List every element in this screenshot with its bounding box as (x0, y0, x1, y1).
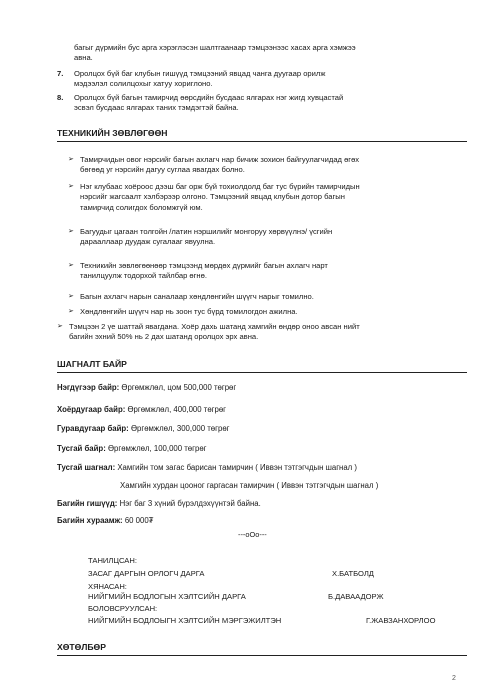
team-members-text: Нэг баг 3 хүний бүрэлдэхүүнтэй байна. (117, 499, 261, 508)
continuation-line: авна. (74, 53, 93, 63)
acquainted-name: Х.БАТБОЛД (332, 569, 374, 578)
arrow-bullet-icon: ➢ (68, 228, 74, 235)
section-divider (57, 655, 467, 656)
ornament-divider: ---oOo--- (238, 530, 267, 539)
item-number: 7. (57, 69, 64, 78)
bullet-item (68, 227, 468, 248)
prize-text: Хамгийн том загас барисан тамирчин ( Иввэн тэтгэгчдын шагнал ) (115, 463, 357, 472)
section-title-program: ХӨТӨЛБӨР (57, 642, 106, 652)
section-divider (57, 372, 467, 373)
prize-row-first (57, 383, 236, 392)
section-title-prizes: ШАГНАЛТ БАЙР (57, 359, 127, 369)
checked-label: ХЯНАСАН: (88, 582, 127, 591)
bullet-line: Тамирчидын овог нэрсийг багын ахлагч нар бичиж зохион байгуулагчидад өгөх (80, 155, 360, 164)
prize-label: Нэгдүгээр байр: (57, 383, 120, 392)
prize-text: Өргөмжлөл, 100,000 төгрөг (105, 444, 207, 453)
prize-text: Өргөмжлөл, 400,000 төгрөг (125, 405, 227, 414)
bullet-line: Нэг клубаас хоёроос дээш баг орж бүй тохиолдолд баг тус бүрийн тамирчидын (80, 182, 360, 191)
bullet-line: Тэмцээн 2 үе шаттай явагдана. Хоёр дахь шатанд хамгийн өндөр оноо авсан нийт (69, 322, 360, 331)
bullet-item (68, 261, 468, 282)
acquainted-role: ЗАСАГ ДАРГЫН ОРЛОГЧ ДАРГА (88, 569, 205, 578)
bullet-line: Техникийн зөвлөгөөнөөр тэмцээнд мөрдөх дүрмийг багын ахлагч нарт (80, 261, 328, 270)
item-number: 8. (57, 93, 64, 102)
prepared-name: Г.ЖАВЗАНХОРЛОО (366, 616, 436, 625)
numbered-item-8 (57, 93, 469, 114)
prize-special-award-line2: Хамгийн хурдан цооног гаргасан тамирчин ( Иввэн тэтгэгчдын шагнал ) (120, 481, 379, 490)
bullet-line: нэрсийг жагсаалт хэлбэрээр олгоно. Тэмцээний явцад клубын дотор багын (80, 192, 345, 202)
bullet-line: бөгөөд уг нэрсийн дагуу суглаа явагдах болно. (80, 165, 245, 175)
prepared-role: НИЙГМИЙН БОДЛОЫГН ХЭЛТСИЙН МЭРГЭЖИЛТЭН (88, 616, 282, 625)
bullet-item (68, 307, 468, 317)
section-divider (57, 141, 467, 142)
bullet-line: Багуудыг цагаан толгойн /латин нэршилийг монгоруу хөрвүүлнэ/ үсгийн (80, 227, 333, 236)
team-members-row (57, 499, 261, 508)
bullet-line: Багын ахлагч нарын саналаар хөндлөнгийн шүүгч нарыг томилно. (80, 292, 314, 301)
prize-text: Өргөмжлөл, 300,000 төгрөг (128, 424, 230, 433)
bullet-item (68, 182, 468, 213)
arrow-bullet-icon: ➢ (68, 262, 74, 269)
continuation-paragraph (74, 43, 464, 64)
prize-label: Хоёрдугаар байр: (57, 405, 126, 414)
team-fee-label: Багийн хураамж: (57, 516, 123, 525)
team-members-label: Багийн гишүүд: (57, 499, 118, 508)
bullet-line: танилцуулж тодорхой тайлбар өгнө. (80, 271, 207, 281)
numbered-item-7 (57, 69, 469, 90)
checked-role: НИЙГМИЙН БОДЛОГЫН ХЭЛТСИЙН ДАРГА (88, 592, 246, 601)
prize-row-special-place (57, 444, 207, 453)
prize-label: Гуравдугаар байр: (57, 424, 129, 433)
team-fee-text: 60 000₮ (122, 516, 154, 525)
item-line: Оролцох бүй багын тамирчид өөрсдийн бусдаас ялгарах нэг жигд хувцастай (74, 93, 344, 102)
bullet-item-final (57, 322, 469, 343)
prize-row-special-award (57, 463, 357, 472)
item-line: эсвэл бусдаас ялгарах таних тэмдэгтэй байна. (74, 103, 239, 113)
arrow-bullet-icon: ➢ (68, 308, 74, 315)
bullet-line: дарааллаар дуудаж сугалааг явуулна. (80, 237, 216, 247)
bullet-item (68, 155, 468, 176)
section-title-technical: ТЕХНИКИЙН ЗӨВЛӨГӨӨН (57, 128, 168, 138)
prize-row-second (57, 405, 226, 414)
arrow-bullet-icon: ➢ (68, 183, 74, 190)
page-number: 2 (452, 675, 456, 682)
prepared-label: БОЛОВСРУУЛСАН: (88, 604, 158, 613)
item-line: Оролцох бүй баг клубын гишүүд тэмцээний явцад чанга дуугаар орилж (74, 69, 326, 78)
prize-row-third (57, 424, 230, 433)
prize-text: Өргөмжлөл, цом 500,000 төгрөг (119, 383, 237, 392)
bullet-line: Хөндлөнгийн шүүгч нар нь зоон тус бүрд томилогдон ажилна. (80, 307, 298, 316)
arrow-bullet-icon: ➢ (68, 156, 74, 163)
arrow-bullet-icon: ➢ (68, 293, 74, 300)
bullet-line: багийн эхний 50% нь 2 дах шатанд оролцох эрх авна. (69, 332, 259, 342)
prize-label: Тусгай шагнал: (57, 463, 116, 472)
bullet-line: тамирчид солигдох боломжгүй юм. (80, 202, 203, 212)
acquainted-label: ТАНИЛЦСАН: (88, 556, 137, 565)
checked-name: Б.ДАВААДОРЖ (328, 592, 384, 601)
item-line: мэдээлэл солилцохыг хатуу хориглоно. (74, 79, 213, 89)
bullet-item (68, 292, 468, 302)
prize-label: Тусгай байр: (57, 444, 106, 453)
continuation-line: багыг дүрмийн бус арга хэрэглэсэн шалтгаанаар тэмцээнээс хасах арга хэмжээ (74, 43, 356, 52)
arrow-bullet-icon: ➢ (57, 323, 63, 330)
team-fee-row (57, 516, 153, 525)
